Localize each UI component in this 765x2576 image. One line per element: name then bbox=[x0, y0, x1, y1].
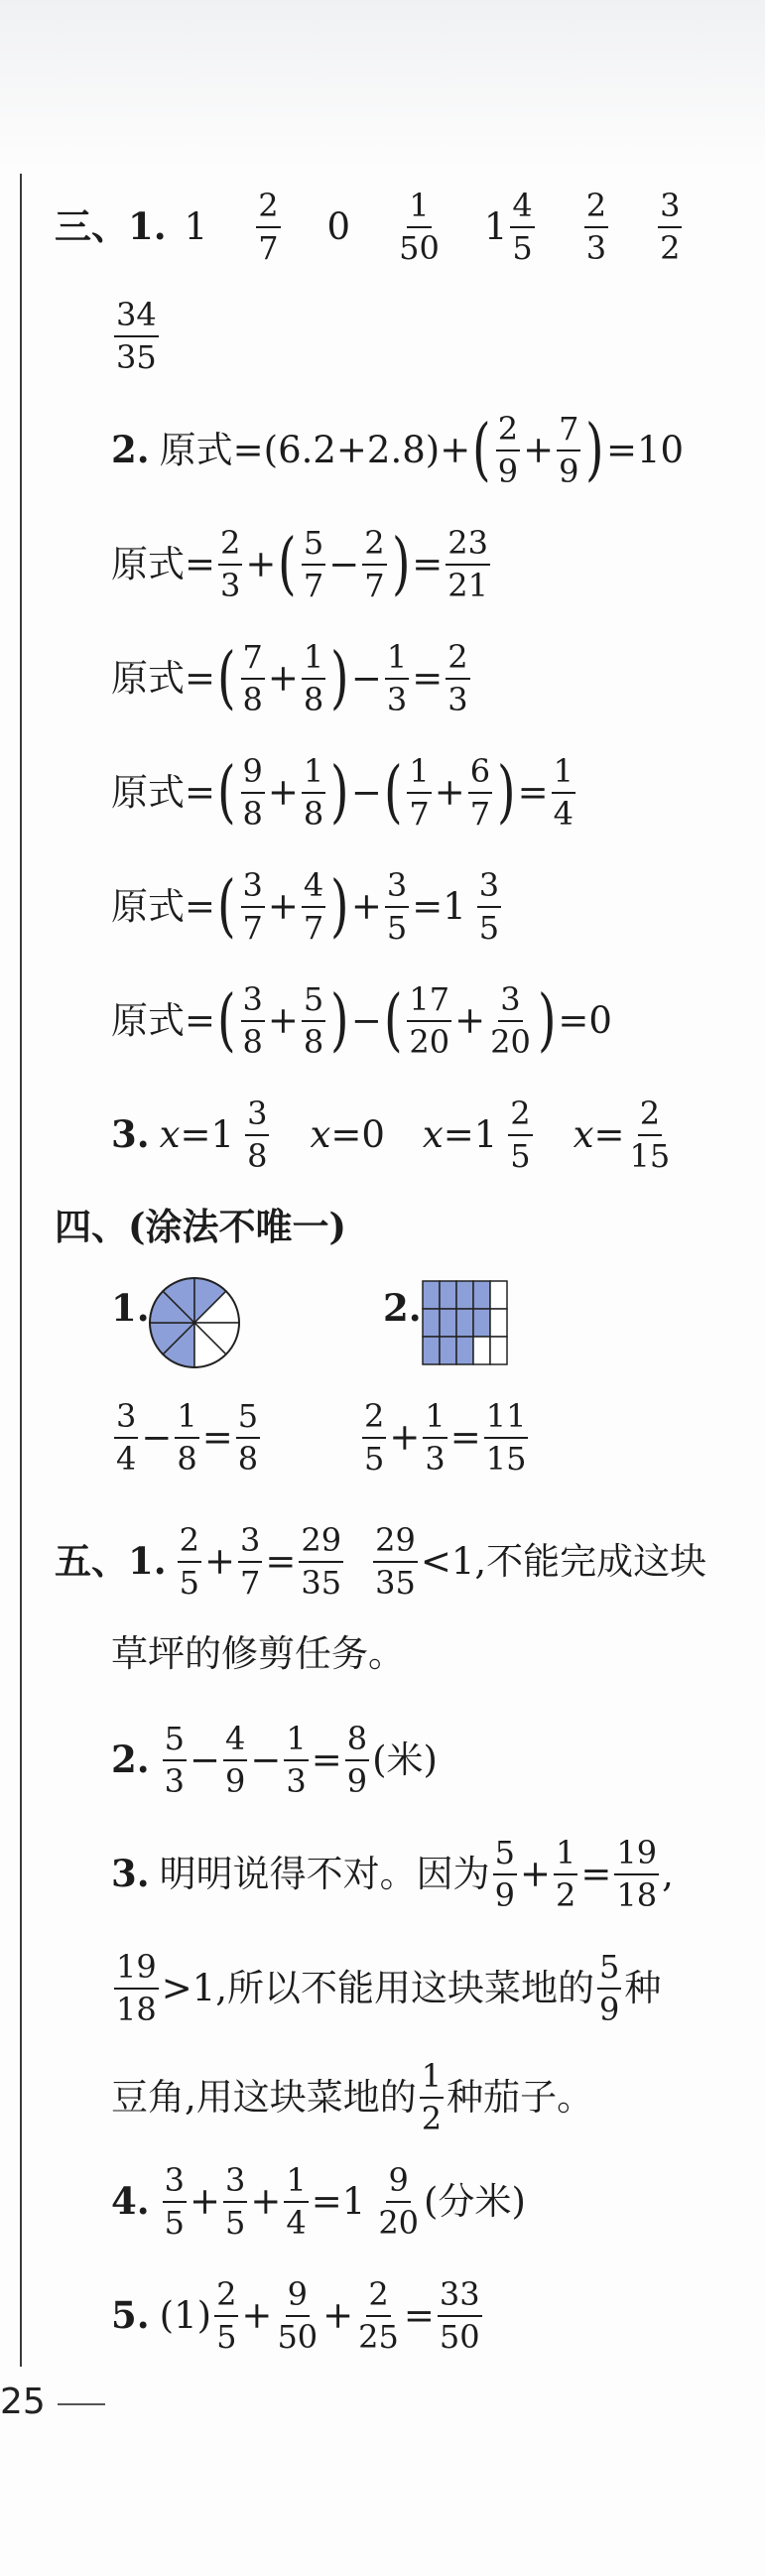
expr-fraction: $\frac{2}{9}$ bbox=[497, 410, 519, 490]
shaded-circle-figure bbox=[147, 1275, 242, 1370]
expr-fraction: $\frac{4}{7}$ bbox=[303, 866, 324, 947]
sec5-q3-text: 种茄子。 bbox=[446, 2076, 594, 2120]
expr-prefix: 原式 bbox=[111, 771, 185, 815]
grid-cell bbox=[440, 1309, 456, 1337]
sec4-eq2: $\frac{2}{5}$ + $\frac{1}{3}$ = $\frac{11}{15}$ bbox=[364, 1397, 527, 1478]
x-value-fraction: $\frac{3}{8}$ bbox=[247, 1095, 268, 1175]
sec3-q1-line2 bbox=[111, 298, 162, 374]
eq-fraction: $\frac{1}{4}$ bbox=[286, 2161, 307, 2242]
grid-cell bbox=[423, 1309, 440, 1337]
sec5-q3-line3 bbox=[111, 2059, 593, 2135]
answer-7-fraction: $\frac{3}{2}$ bbox=[660, 187, 681, 267]
sec3-q2-line5: 原式 = ( $\frac{3}{7}$ + $\frac{4}{7}$ ) + $\frac{3}{5}$ = 1 $\frac{3}{5}$ bbox=[111, 866, 500, 947]
expr-fraction: $\frac{1}{3}$ bbox=[386, 638, 408, 718]
sec5-q2-number: 2. bbox=[111, 1738, 150, 1782]
sec3-q2-line3: 原式 = ( $\frac{7}{8}$ + $\frac{1}{8}$ ) − $\frac{1}{3}$ = $\frac{2}{3}$ bbox=[111, 638, 468, 718]
variable: x bbox=[573, 1113, 594, 1157]
eq-result-fraction: $\frac{29}{35}$ bbox=[301, 1521, 342, 1602]
eq-fraction: $\frac{1}{3}$ bbox=[425, 1397, 446, 1478]
sec5-q5-line: 5. (1) $\frac{2}{5}$ + $\frac{9}{50}$ + $\frac{2}{25}$ = $\frac{33}{50}$ bbox=[111, 2275, 480, 2356]
sec4-eq1: $\frac{3}{4}$ − $\frac{1}{8}$ = $\frac{5}{8}$ bbox=[116, 1397, 259, 1478]
sec3-q2-line1: 2. 原式 =(6.2+2.8)+ ( $\frac{2}{9}$ + $\frac{7}{9}$ ) =10 bbox=[111, 410, 685, 490]
expr-prefix: 原式 bbox=[159, 429, 233, 472]
expr-prefix: 原式 bbox=[111, 999, 185, 1043]
grid-cell bbox=[490, 1309, 507, 1337]
grid-cell bbox=[423, 1281, 440, 1309]
sec4-q2-number: 2. bbox=[383, 1286, 422, 1330]
grid-cell bbox=[456, 1281, 473, 1309]
sec3-label: 三、 bbox=[55, 204, 128, 249]
result-int: 1 bbox=[210, 1113, 235, 1157]
grid-cell bbox=[490, 1337, 507, 1364]
sub-number: (1) bbox=[159, 2294, 212, 2338]
eq-fraction: $\frac{3}{5}$ bbox=[164, 2161, 185, 2242]
expr-fraction: $\frac{7}{9}$ bbox=[559, 410, 579, 490]
page-number-dash bbox=[58, 2403, 105, 2405]
eq-fraction: $\frac{2}{5}$ bbox=[364, 1397, 385, 1478]
grid-cell bbox=[490, 1281, 507, 1309]
sec5-q4-number: 4. bbox=[111, 2179, 150, 2224]
sec3-q2-line4: 原式 = ( $\frac{9}{8}$ + $\frac{1}{8}$ ) − ( $\frac{1}{7}$ + $\frac{6}{7}$ ) = $\frac{1}{4}$ bbox=[111, 752, 574, 833]
sec4-q1-number: 1. bbox=[111, 1286, 150, 1330]
expr-fraction: $\frac{1}{7}$ bbox=[409, 752, 430, 833]
expr-fraction: $\frac{3}{7}$ bbox=[242, 866, 263, 947]
sec5-q3-text: 豆角,用这块菜地的 bbox=[111, 2076, 417, 2120]
compare-fraction: $\frac{19}{18}$ bbox=[116, 1948, 157, 2028]
expr-result-fraction: $\frac{2}{3}$ bbox=[447, 638, 468, 718]
expr-fraction: $\frac{3}{20}$ bbox=[490, 980, 531, 1061]
eq-result-fraction: $\frac{8}{9}$ bbox=[346, 1720, 368, 1800]
expr-fraction: $\frac{6}{7}$ bbox=[469, 752, 491, 833]
grid-cell bbox=[440, 1281, 456, 1309]
result-int: 1 bbox=[341, 2180, 366, 2224]
answer-5-int: 1 bbox=[483, 205, 508, 249]
expr-result: =10 bbox=[606, 429, 685, 472]
eq-result-fraction: $\frac{9}{20}$ bbox=[378, 2161, 420, 2242]
expr-prefix: 原式 bbox=[111, 657, 185, 701]
grid-cell bbox=[423, 1337, 440, 1364]
expr-fraction: $\frac{1}{8}$ bbox=[303, 638, 324, 718]
eq-fraction: $\frac{9}{50}$ bbox=[277, 2275, 319, 2356]
sec3-q3-number: 3. bbox=[111, 1112, 150, 1157]
sec5-q1-line2 bbox=[111, 1632, 405, 1675]
grid-cell bbox=[473, 1309, 490, 1337]
expr-result-fraction: $\frac{1}{4}$ bbox=[553, 752, 574, 833]
expr-prefix: 原式 bbox=[111, 885, 185, 929]
sec5-label: 五、 bbox=[55, 1539, 128, 1584]
sec3-q2-line2: 原式 = $\frac{2}{3}$ + ( $\frac{5}{7}$ − $\frac{2}{7}$ ) = $\frac{23}{21}$ bbox=[111, 524, 488, 604]
expr-prefix: 原式 bbox=[111, 543, 185, 586]
sec5-q1-line1: 五、 1. $\frac{2}{5}$ + $\frac{3}{7}$ = $\frac{29}{35}$ $\frac{29}{35}$ <1,不能完成这块 bbox=[55, 1521, 707, 1602]
sec5-q1-text2: 草坪的修剪任务。 bbox=[111, 1632, 405, 1675]
page-number: 25 bbox=[0, 2382, 46, 2422]
grid-cell bbox=[473, 1281, 490, 1309]
sec5-q1-number: 1. bbox=[128, 1539, 167, 1584]
eq-fraction: $\frac{3}{4}$ bbox=[116, 1397, 137, 1478]
eq-result-fraction: $\frac{19}{18}$ bbox=[616, 1834, 658, 1914]
grid-cell bbox=[456, 1337, 473, 1364]
expr-result: =0 bbox=[558, 999, 612, 1043]
answer-4-fraction: $\frac{1}{50}$ bbox=[399, 187, 440, 267]
expr-fraction: $\frac{2}{3}$ bbox=[220, 524, 241, 604]
eq-result-fraction: $\frac{33}{50}$ bbox=[439, 2275, 480, 2356]
x-value-fraction: $\frac{2}{5}$ bbox=[510, 1095, 531, 1175]
answer-8-fraction: $\frac{34}{35}$ bbox=[116, 296, 157, 376]
op: = bbox=[185, 543, 216, 586]
unit: (分米) bbox=[424, 2180, 526, 2224]
grid-cell bbox=[473, 1337, 490, 1364]
inline-fraction: $\frac{1}{2}$ bbox=[421, 2057, 443, 2137]
sec5-q3-number: 3. bbox=[111, 1852, 150, 1896]
sec5-q4-line: 4. $\frac{3}{5}$ + $\frac{3}{5}$ + $\frac{1}{4}$ = 1 $\frac{9}{20}$ (分米) bbox=[111, 2161, 526, 2242]
sec5-q2-line: 2. $\frac{5}{3}$ − $\frac{4}{9}$ − $\frac{1}{3}$ = $\frac{8}{9}$ (米) bbox=[111, 1720, 438, 1800]
sec5-q3-line1: 3. 明明说得不对。因为 $\frac{5}{9}$ + $\frac{1}{2}$ = $\frac{19}{18}$ , bbox=[111, 1834, 674, 1914]
eq-result-fraction: $\frac{11}{15}$ bbox=[485, 1397, 527, 1478]
sec5-q5-number: 5. bbox=[111, 2293, 150, 2338]
expr-result-fraction: $\frac{23}{21}$ bbox=[447, 524, 488, 604]
expr-fraction: $\frac{5}{8}$ bbox=[303, 980, 324, 1061]
variable: x bbox=[159, 1113, 181, 1157]
eq-fraction: $\frac{5}{9}$ bbox=[494, 1834, 515, 1914]
margin-rule bbox=[20, 174, 22, 2367]
sec4-header bbox=[55, 1205, 347, 1248]
result-int: 1 bbox=[443, 885, 466, 929]
eq-fraction: $\frac{2}{5}$ bbox=[216, 2275, 237, 2356]
grid-cell bbox=[456, 1309, 473, 1337]
sec3-q3-line: 3. x = 1 $\frac{3}{8}$ x =0 x = 1 $\frac{2}{5}$ x = $\frac{2}{15}$ bbox=[111, 1095, 671, 1175]
sec5-q1-text: <1,不能完成这块 bbox=[420, 1540, 707, 1584]
answer-6-fraction: $\frac{2}{3}$ bbox=[585, 187, 607, 267]
eq-fraction: $\frac{2}{5}$ bbox=[179, 1521, 199, 1602]
sec3-q1-number: 1. bbox=[128, 204, 167, 249]
eq-fraction: $\frac{1}{2}$ bbox=[556, 1834, 576, 1914]
answer-1: 1 bbox=[184, 205, 208, 249]
unit: (米) bbox=[372, 1739, 438, 1782]
shaded-grid-figure bbox=[422, 1280, 511, 1369]
compare-fraction: $\frac{29}{35}$ bbox=[375, 1521, 416, 1602]
punct: , bbox=[662, 1853, 674, 1896]
op: + bbox=[523, 429, 555, 472]
answer-5-fraction: $\frac{4}{5}$ bbox=[512, 187, 533, 267]
eq-fraction: $\frac{5}{3}$ bbox=[164, 1720, 185, 1800]
answer-3: 0 bbox=[326, 205, 351, 249]
page-top-shade bbox=[0, 0, 765, 169]
eq-fraction: $\frac{1}{3}$ bbox=[286, 1720, 307, 1800]
expr-text: =(6.2+2.8)+ bbox=[232, 429, 471, 472]
sec3-q2-line6: 原式 = ( $\frac{3}{8}$ + $\frac{5}{8}$ ) − ( $\frac{17}{20}$ + $\frac{3}{20}$ ) =0 bbox=[111, 980, 612, 1061]
expr-fraction: $\frac{3}{8}$ bbox=[242, 980, 263, 1061]
eq-result-fraction: $\frac{5}{8}$ bbox=[237, 1397, 259, 1478]
expr-fraction: $\frac{7}{8}$ bbox=[242, 638, 263, 718]
expr-fraction: $\frac{1}{8}$ bbox=[303, 752, 324, 833]
sec5-q3-text: >1,所以不能用这块菜地的 bbox=[161, 1967, 595, 2010]
expr-fraction: $\frac{2}{7}$ bbox=[364, 524, 385, 604]
result-int: 1 bbox=[473, 1113, 498, 1157]
eq-fraction: $\frac{4}{9}$ bbox=[225, 1720, 246, 1800]
expr-result-fraction: $\frac{3}{5}$ bbox=[478, 866, 500, 947]
expr-fraction: $\frac{3}{5}$ bbox=[386, 866, 408, 947]
sec5-q3-text: 种 bbox=[624, 1967, 662, 2010]
x-value-fraction: $\frac{2}{15}$ bbox=[629, 1095, 671, 1175]
answer-2-fraction: $\frac{2}{7}$ bbox=[258, 187, 279, 267]
variable: x bbox=[310, 1113, 331, 1157]
expr-fraction: $\frac{9}{8}$ bbox=[242, 752, 263, 833]
eq-fraction: $\frac{3}{5}$ bbox=[225, 2161, 246, 2242]
expr-fraction: $\frac{17}{20}$ bbox=[409, 980, 450, 1061]
eq-fraction: $\frac{2}{25}$ bbox=[358, 2275, 399, 2356]
sec3-q2-number: 2. bbox=[111, 428, 150, 472]
grid-cell bbox=[440, 1337, 456, 1364]
sec5-q3-text: 明明说得不对。因为 bbox=[159, 1853, 490, 1896]
expr-fraction: $\frac{5}{7}$ bbox=[303, 524, 324, 604]
eq-fraction: $\frac{3}{7}$ bbox=[240, 1521, 261, 1602]
variable: x bbox=[422, 1113, 444, 1157]
inline-fraction: $\frac{5}{9}$ bbox=[599, 1948, 620, 2028]
sec5-q3-line2 bbox=[111, 1950, 661, 2026]
eq-fraction: $\frac{1}{8}$ bbox=[177, 1397, 197, 1478]
sec4-label: 四、(涂法不唯一) bbox=[55, 1205, 347, 1248]
sec3-q1-line bbox=[55, 189, 685, 265]
x-value: =0 bbox=[330, 1113, 385, 1157]
